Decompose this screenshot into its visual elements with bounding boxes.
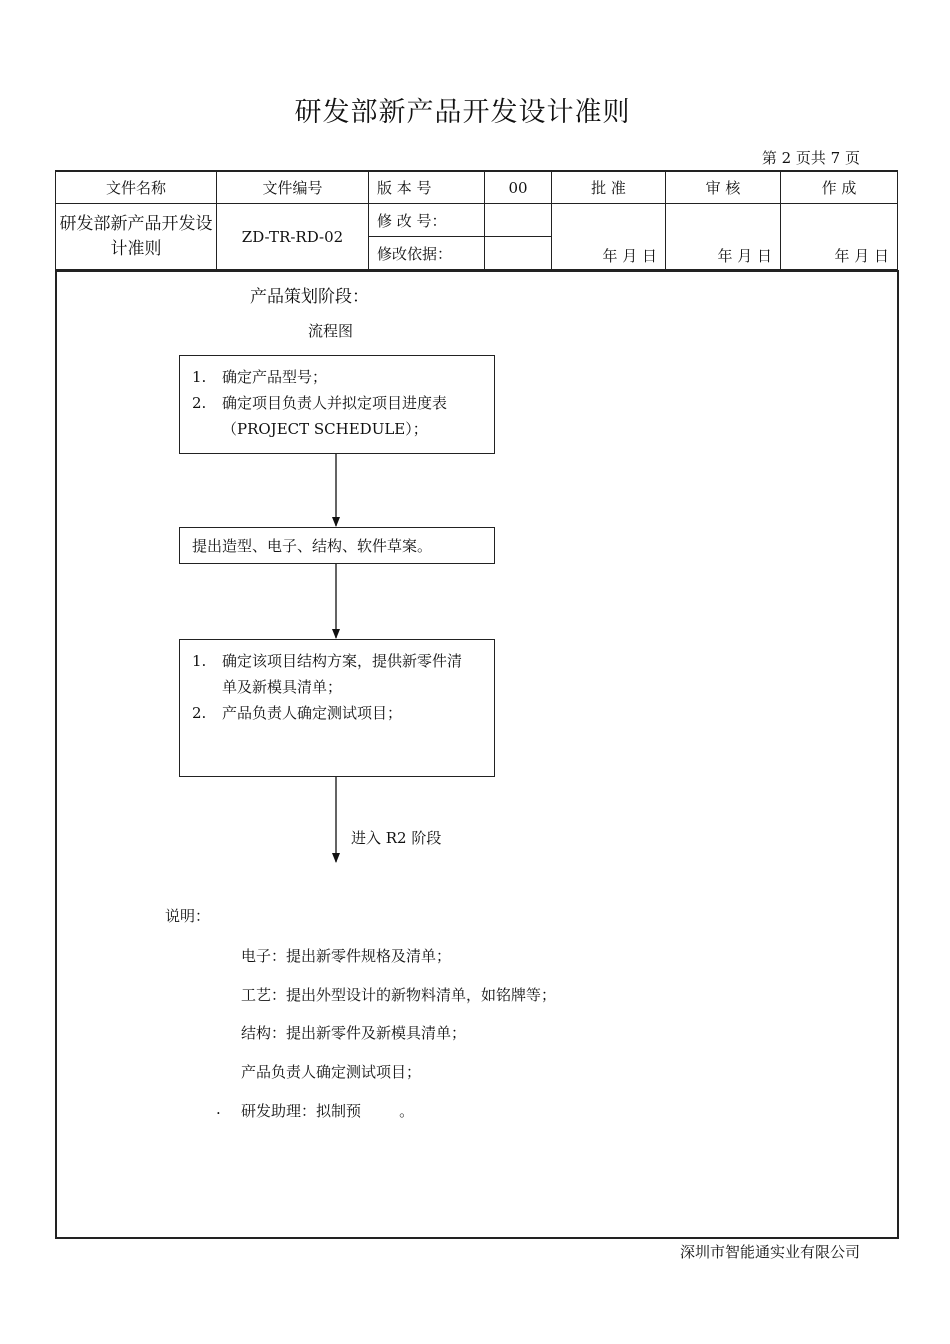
box3-item2: 产品负责人确定测试项目； [222,704,403,722]
header-file-number: 文件编号 [217,171,369,204]
exit-label: 进入 R2 阶段 [351,829,442,847]
page-info: 第 2 页共 7 页 [761,149,860,167]
stage-title: 产品策划阶段： [250,287,369,307]
box1-item1-number: 1. [192,368,207,386]
box3-item1-number: 1. [192,652,207,670]
file-number-value: ZD-TR-RD-02 [217,204,369,270]
note-product-owner: 产品负责人确定测试项目； [241,1063,422,1081]
box1-item2-number: 2. [192,394,207,412]
revision-number-label: 修 改 号： [369,204,485,237]
box3-item2-number: 2. [192,704,207,722]
flowchart-caption: 流程图 [308,322,354,340]
flow-box-3 [179,639,495,777]
notes-heading: 说明： [165,907,211,925]
header-review: 审 核 [666,171,781,204]
box2-text: 提出造型、电子、结构、软件草案。 [192,537,433,555]
document-title: 研发部新产品开发设计准则 [294,97,631,128]
note-electronics: 电子：提出新零件规格及清单； [241,947,452,965]
header-approve: 批 准 [552,171,666,204]
box1-item1: 确定产品型号； [222,368,328,386]
revision-basis-label: 修改依据： [369,237,485,270]
header-version: 版 本 号 [369,171,485,204]
note-bullet: . [216,1100,221,1118]
approve-date: 年 月 日 [552,204,666,270]
box1-item2-continued: （PROJECT SCHEDULE）； [222,420,428,438]
arrow-box3-exit [332,777,340,863]
file-name-value: 研发部新产品开发设计准则 [56,204,217,270]
arrow-box2-to-box3 [332,564,340,639]
box1-item2: 确定项目负责人并拟定项目进度表 [222,394,448,412]
box3-item1-continued: 单及新模具清单； [222,678,343,696]
flow-box-1 [179,355,495,454]
author-date: 年 月 日 [781,204,898,270]
box3-item1: 确定该项目结构方案，提供新零件清 [222,652,463,670]
header-author: 作 成 [781,171,898,204]
review-date: 年 月 日 [666,204,781,270]
note-rd-assistant: 研发助理：拟制预 。 [241,1102,415,1120]
note-structure: 结构：提出新零件及新模具清单； [241,1024,467,1042]
version-value: 00 [485,171,552,204]
company-name: 深圳市智能通实业有限公司 [679,1243,860,1261]
arrow-box1-to-box2 [332,454,340,527]
flow-box-2 [179,527,495,564]
header-file-name: 文件名称 [56,171,217,204]
note-process: 工艺：提出外型设计的新物料清单，如铭牌等； [241,986,557,1004]
